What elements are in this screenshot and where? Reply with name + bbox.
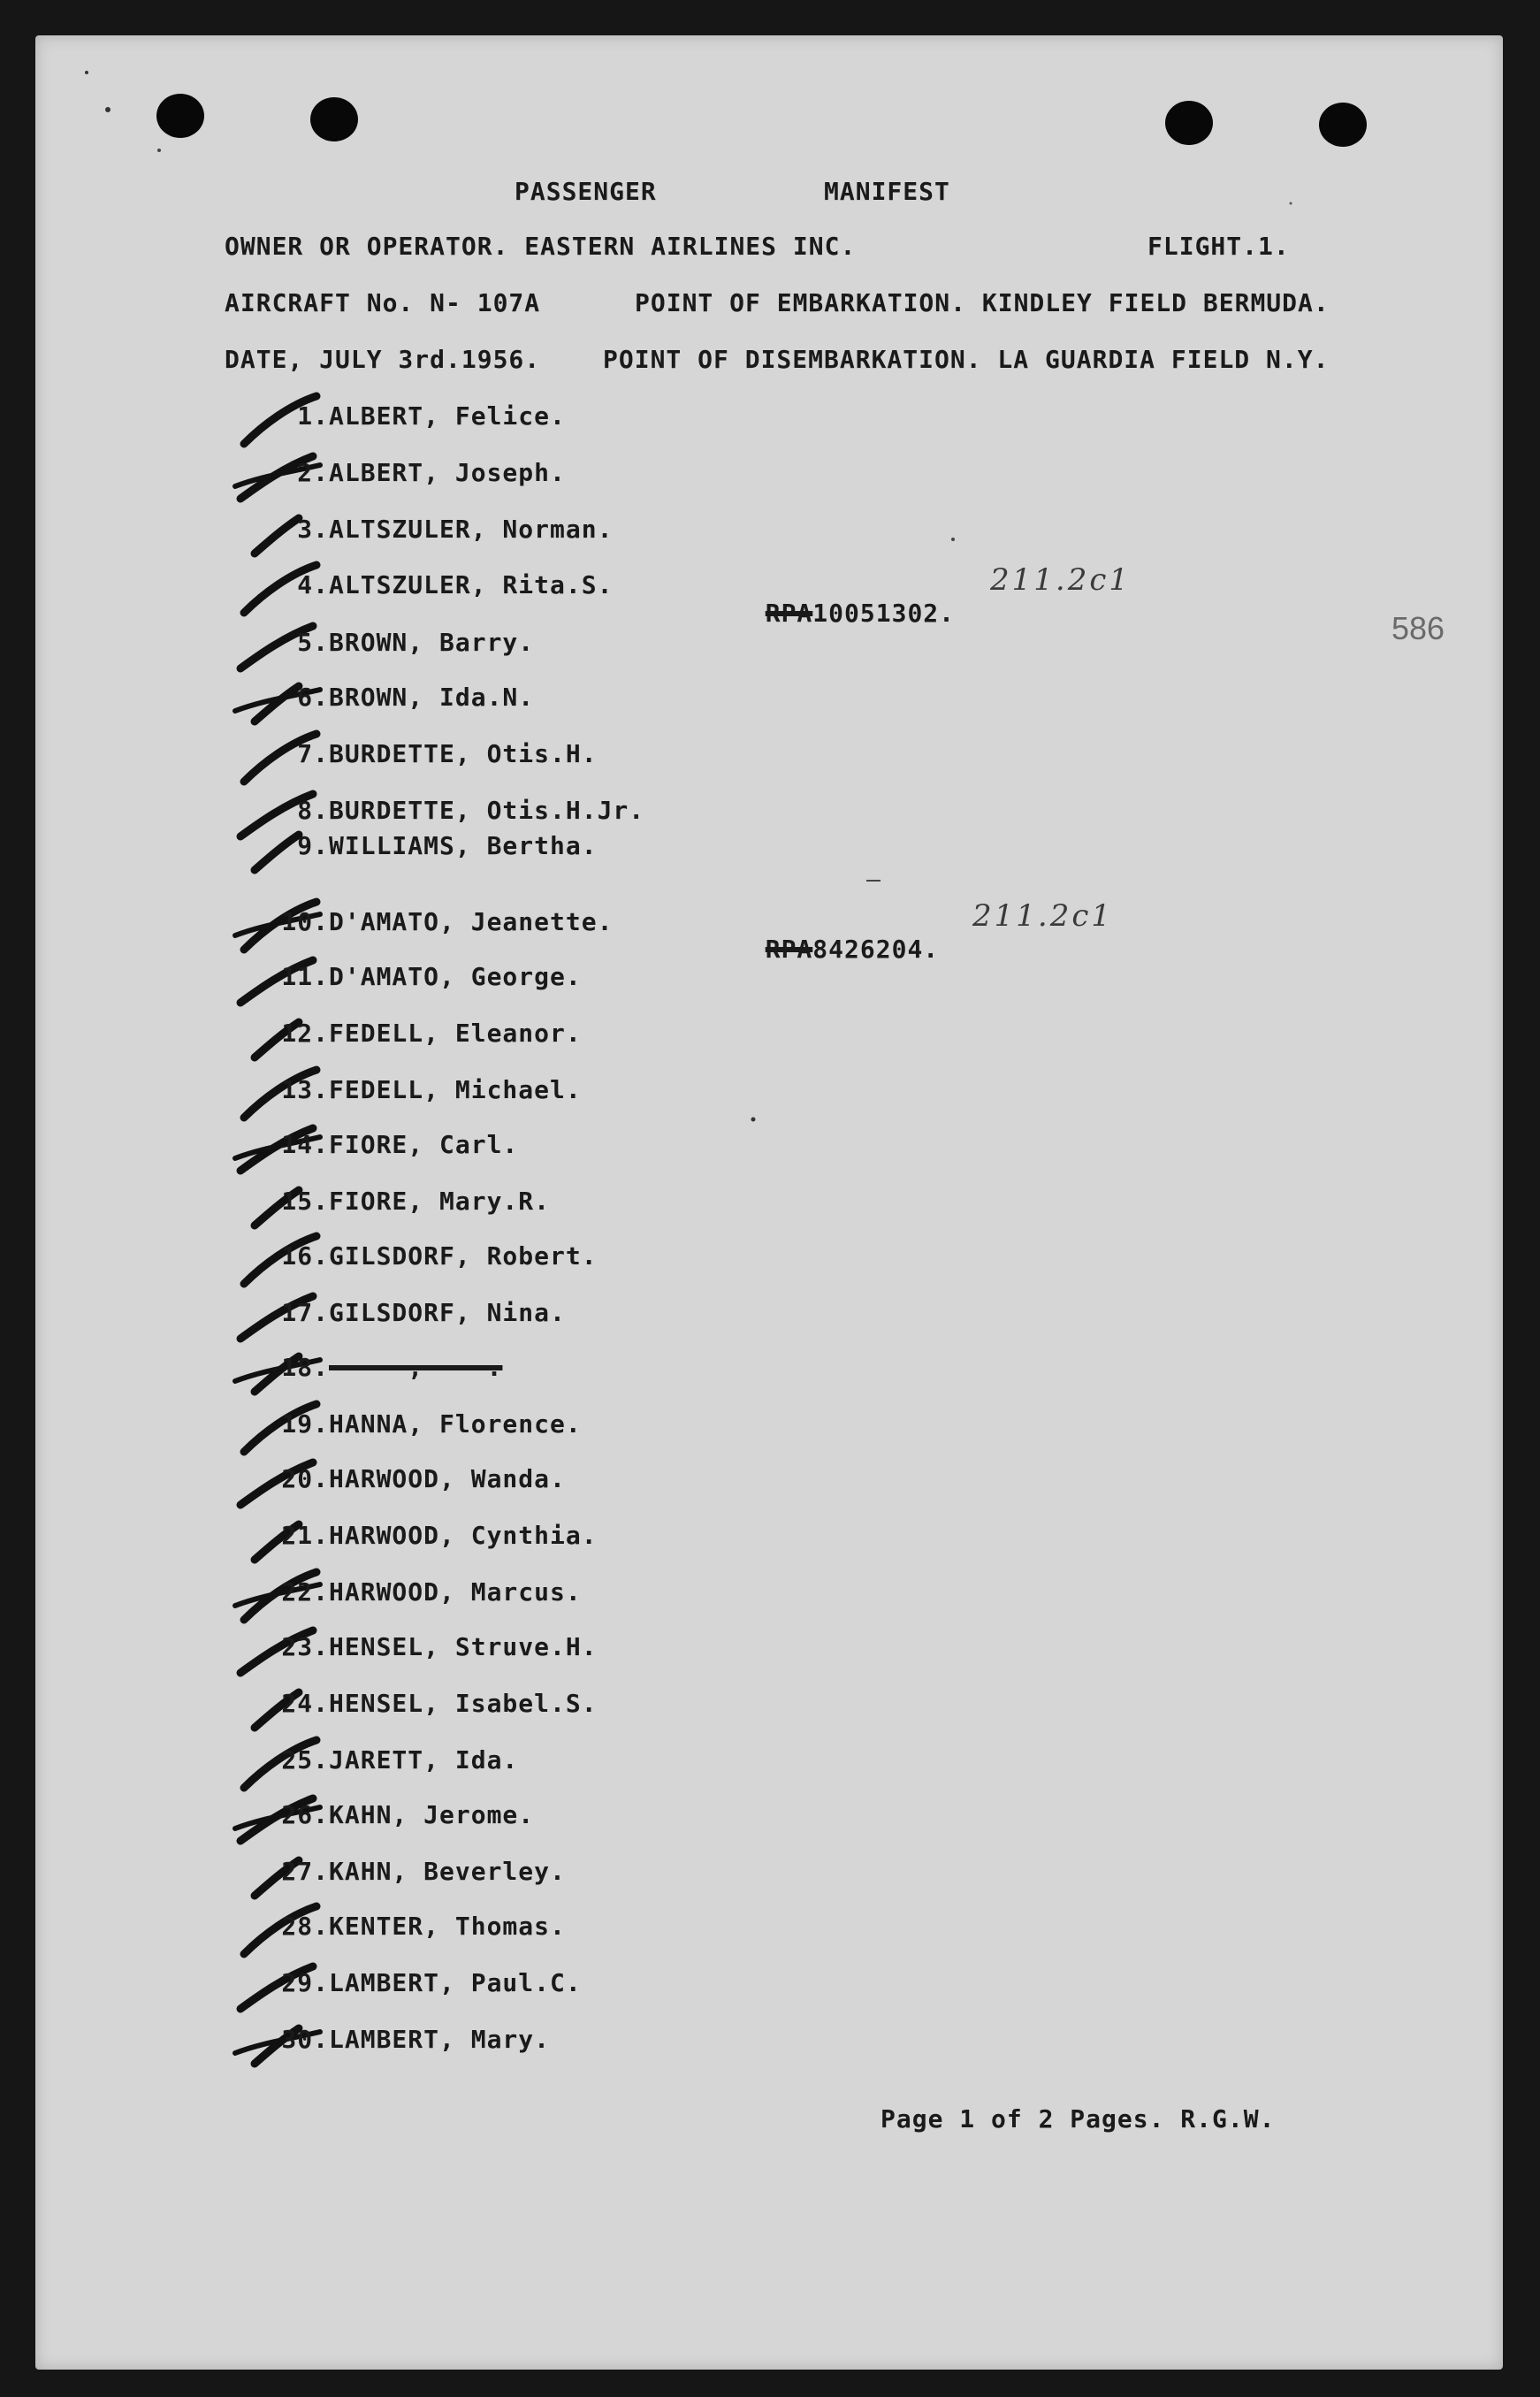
passenger-name: ALBERT, Felice.: [329, 401, 566, 431]
point-of-embarkation: POINT OF EMBARKATION. KINDLEY FIELD BERMUDA.: [635, 288, 1330, 317]
passenger-name: JARETT, Ida.: [329, 1745, 519, 1775]
passenger-name: FIORE, Mary.R.: [329, 1187, 551, 1216]
passenger-name: ALBERT, Joseph.: [329, 458, 566, 487]
passenger-name: HARWOOD, Marcus.: [329, 1577, 582, 1607]
handwritten-note-row-10: 211.2c1: [972, 898, 1114, 934]
punch-hole-2: [310, 97, 358, 141]
passenger-name: —————, ———.: [329, 1353, 503, 1382]
passenger-name: BURDETTE, Otis.H.: [329, 739, 598, 768]
stamp-number: 586: [1391, 610, 1445, 646]
ticket-code: 8426204.: [812, 935, 940, 964]
annotation-row-10: [734, 905, 939, 964]
passenger-number: 22.: [281, 1577, 329, 1607]
annotation-row-4: [734, 569, 955, 628]
passenger-name: HARWOOD, Cynthia.: [329, 1521, 598, 1550]
passenger-name: ALTSZULER, Rita.S.: [329, 570, 614, 599]
passenger-name: FEDELL, Eleanor.: [329, 1019, 582, 1048]
passenger-number: 9.: [297, 831, 329, 860]
passenger-number: 23.: [281, 1632, 329, 1661]
passenger-number: 16.: [281, 1241, 329, 1271]
passenger-row: [0, 2025, 1540, 2078]
point-of-disembarkation: POINT OF DISEMBARKATION. LA GUARDIA FIELD N.Y.: [603, 345, 1330, 374]
passenger-number: 13.: [281, 1075, 329, 1104]
passenger-name: FIORE, Carl.: [329, 1130, 519, 1159]
passenger-number: 26.: [281, 1800, 329, 1829]
manifest-date: DATE, JULY 3rd.1956.: [225, 345, 541, 374]
passenger-number: 4.: [297, 570, 329, 599]
passenger-number: 29.: [281, 1968, 329, 1997]
passenger-number: 11.: [281, 962, 329, 991]
passenger-number: 6.: [297, 683, 329, 712]
passenger-number: 21.: [281, 1521, 329, 1550]
passenger-name: WILLIAMS, Bertha.: [329, 831, 598, 860]
passenger-name: BROWN, Ida.N.: [329, 683, 535, 712]
passenger-number: 7.: [297, 739, 329, 768]
passenger-name: HARWOOD, Wanda.: [329, 1464, 566, 1493]
passenger-number: 25.: [281, 1745, 329, 1775]
struck-code: RPA: [765, 599, 813, 628]
passenger-number: 28.: [281, 1912, 329, 1941]
passenger-number: 19.: [281, 1409, 329, 1439]
passenger-number: 18.: [281, 1353, 329, 1382]
punch-hole-3: [1165, 101, 1213, 145]
passenger-name: ALTSZULER, Norman.: [329, 515, 614, 544]
passenger-name: HANNA, Florence.: [329, 1409, 582, 1439]
passenger-number: 10.: [281, 907, 329, 936]
passenger-number: 15.: [281, 1187, 329, 1216]
passenger-name: GILSDORF, Robert.: [329, 1241, 598, 1271]
passenger-name: D'AMATO, Jeanette.: [329, 907, 614, 936]
passenger-name: HENSEL, Struve.H.: [329, 1632, 598, 1661]
passenger-number: 24.: [281, 1689, 329, 1718]
passenger-row: [0, 831, 1540, 884]
owner-line: OWNER OR OPERATOR. EASTERN AIRLINES INC.: [225, 232, 857, 261]
passenger-number: 1.: [297, 401, 329, 431]
punch-hole-1: [156, 94, 204, 138]
struck-code: RPA: [765, 935, 813, 964]
ticket-code: 10051302.: [812, 599, 956, 628]
manifest-title-manifest: MANIFEST: [824, 177, 950, 206]
passenger-name: LAMBERT, Paul.C.: [329, 1968, 582, 1997]
aircraft-number: AIRCRAFT No. N- 107A: [225, 288, 541, 317]
punch-hole-4: [1319, 103, 1367, 147]
passenger-number: 5.: [297, 628, 329, 657]
passenger-name: KAHN, Jerome.: [329, 1800, 535, 1829]
handwritten-note-row-4: 211.2c1: [990, 562, 1132, 598]
passenger-name: LAMBERT, Mary.: [329, 2025, 551, 2054]
passenger-name: HENSEL, Isabel.S.: [329, 1689, 598, 1718]
passenger-number: 20.: [281, 1464, 329, 1493]
passenger-name: KAHN, Beverley.: [329, 1857, 566, 1886]
passenger-name: GILSDORF, Nina.: [329, 1298, 566, 1327]
passenger-number: 2.: [297, 458, 329, 487]
passenger-name: FEDELL, Michael.: [329, 1075, 582, 1104]
passenger-number: 30.: [281, 2025, 329, 2054]
passenger-number: 27.: [281, 1857, 329, 1886]
passenger-name: D'AMATO, George.: [329, 962, 582, 991]
passenger-number: 8.: [297, 796, 329, 825]
passenger-number: 3.: [297, 515, 329, 544]
passenger-number: 17.: [281, 1298, 329, 1327]
flight-number: FLIGHT.1.: [1147, 232, 1290, 261]
passenger-name: BROWN, Barry.: [329, 628, 535, 657]
page-footer: Page 1 of 2 Pages. R.G.W.: [881, 2104, 1276, 2134]
passenger-name: KENTER, Thomas.: [329, 1912, 566, 1941]
manifest-title-passenger: PASSENGER: [515, 177, 657, 206]
passenger-number: 14.: [281, 1130, 329, 1159]
passenger-number: 12.: [281, 1019, 329, 1048]
passenger-name: BURDETTE, Otis.H.Jr.: [329, 796, 645, 825]
